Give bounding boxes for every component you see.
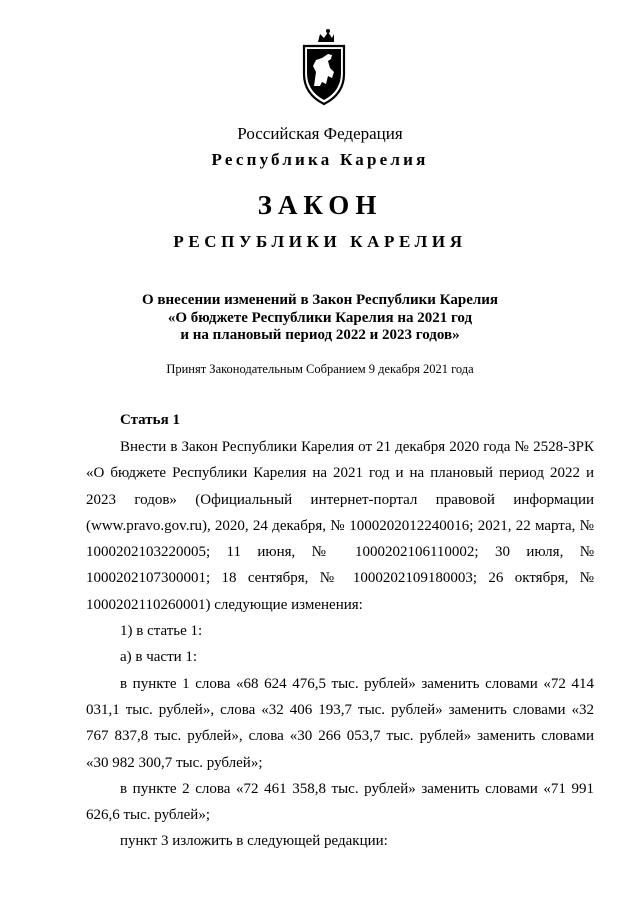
law-heading: ЗАКОН <box>257 190 383 220</box>
federation-heading: Российская Федерация <box>237 124 403 143</box>
body-paragraph: пункт 3 изложить в следующей редакции: <box>120 833 388 850</box>
law-of-heading: РЕСПУБЛИКИ КАРЕЛИЯ <box>173 232 467 251</box>
law-title-line: и на плановый период 2022 и 2023 годов» <box>180 327 460 343</box>
body-paragraph: в пункте 1 слова «68 624 476,5 тыс. рублей» заменить словами «72 414 031,1 тыс. рублей», слова «32 406 193,7 тыс. рублей» заменить словами «32 767 837,8 тыс. рублей», слова «30 266 053,7 тыс. рублей» заменить словами «30 982 300,7 тыс. рублей»; <box>86 675 594 771</box>
law-title-line: О внесении изменений в Закон Республики Карелия <box>141 292 499 308</box>
republic-coat-of-arms-icon <box>298 28 350 108</box>
body-paragraph: в пункте 2 слова «72 461 358,8 тыс. рублей» заменить словами «71 991 626,6 тыс. рублей»; <box>86 780 594 824</box>
body-paragraph: 1) в статье 1: <box>120 623 203 640</box>
article-heading: Статья 1 <box>120 412 180 428</box>
body-paragraph: а) в части 1: <box>120 649 198 666</box>
law-title <box>0 292 640 345</box>
adoption-date-note: Принят Законодательным Собранием 9 декабря 2021 года <box>166 362 474 376</box>
body-paragraph: Внести в Закон Республики Карелия от 21 декабря 2020 года № 2528-ЗРК «О бюджете Республики Карелия на 2021 год и на плановый период 2022 и 2023 годов» (Официальный интернет-портал правовой информации (www.pravo.gov.ru), 2020, 24 декабря, № 1000202012240016; 2021, 22 марта, № 1000202103220005; 11 июня, № 1000202106110002; 30 июля, № 1000202107300001; 18 сентября, № 1000202109180003; 26 октября, № 1000202110260001) следующие изменения: <box>86 439 594 613</box>
law-body <box>86 434 594 855</box>
republic-heading: Республика Карелия <box>211 150 429 169</box>
law-title-line: «О бюджете Республики Карелия на 2021 год <box>167 309 473 326</box>
